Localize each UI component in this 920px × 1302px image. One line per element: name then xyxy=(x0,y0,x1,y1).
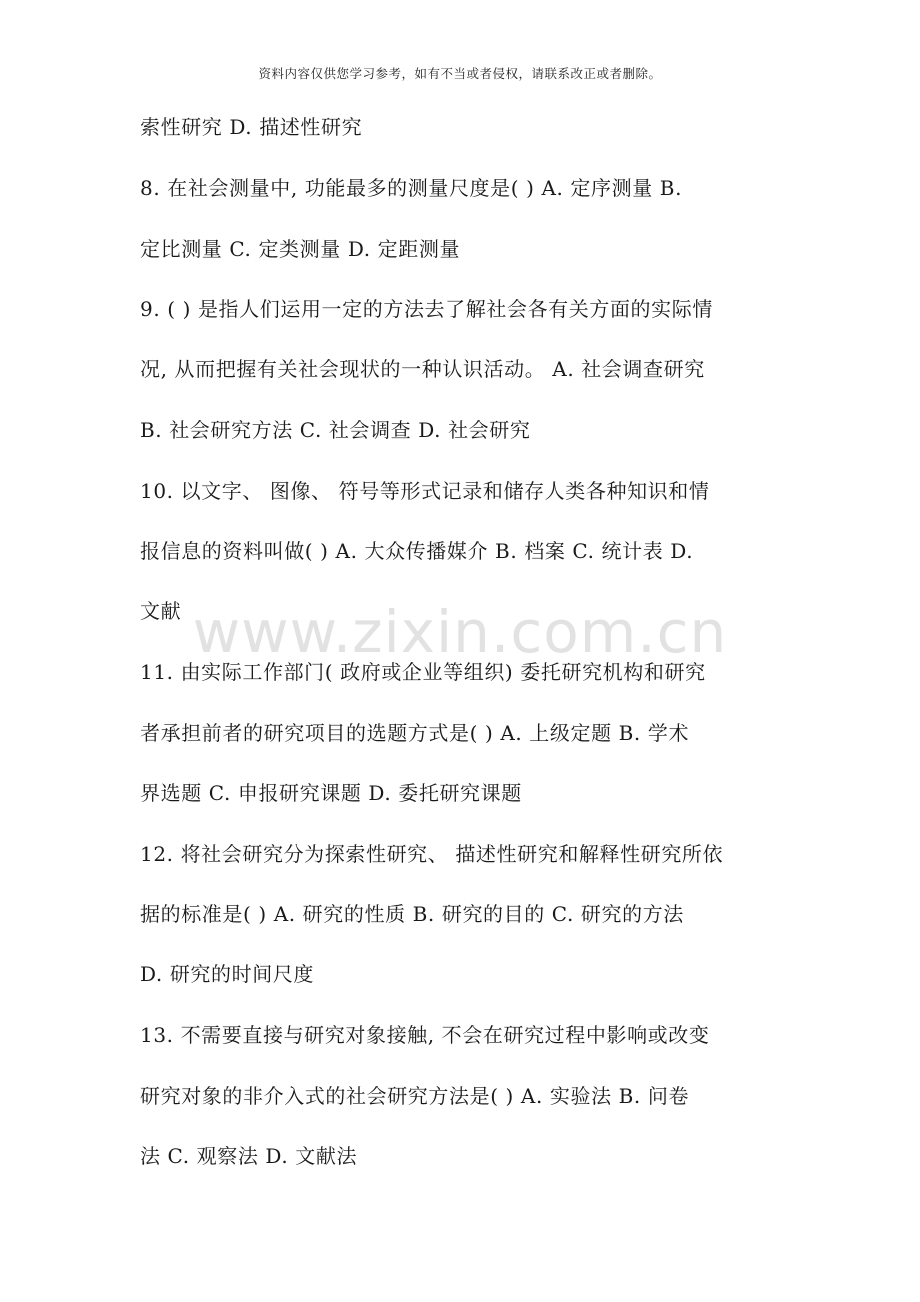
watermark: www.zixin.com.cn xyxy=(192,598,728,666)
question-8-line-1: 8. 在社会测量中, 功能最多的测量尺度是( ) A. 定序测量 B. xyxy=(140,176,683,200)
question-13-line-2: 研究对象的非介入式的社会研究方法是( ) A. 实验法 B. 问卷 xyxy=(140,1084,690,1108)
question-11-line-3: 界选题 C. 申报研究课题 D. 委托研究课题 xyxy=(140,781,522,805)
question-9-line-1: 9. ( ) 是指人们运用一定的方法去了解社会各有关方面的实际情 xyxy=(140,297,713,321)
question-12-line-3: D. 研究的时间尺度 xyxy=(140,962,315,986)
question-13-line-3: 法 C. 观察法 D. 文献法 xyxy=(140,1144,358,1168)
header-disclaimer: 资料内容仅供您学习参考，如有不当或者侵权，请联系改正或者删除。 xyxy=(258,66,662,81)
question-9-line-3: B. 社会研究方法 C. 社会调查 D. 社会研究 xyxy=(140,418,531,442)
question-10-line-1: 10. 以文字、 图像、 符号等形式记录和储存人类各种知识和情 xyxy=(140,479,710,503)
question-10-line-2: 报信息的资料叫做( ) A. 大众传播媒介 B. 档案 C. 统计表 D. xyxy=(140,539,694,563)
question-12-line-2: 据的标准是( ) A. 研究的性质 B. 研究的目的 C. 研究的方法 xyxy=(140,902,684,926)
question-11-line-2: 者承担前者的研究项目的选题方式是( ) A. 上级定题 B. 学术 xyxy=(140,721,690,745)
question-12-line-1: 12. 将社会研究分为探索性研究、 描述性研究和解释性研究所依 xyxy=(140,842,724,866)
question-10-line-3: 文献 xyxy=(140,599,182,623)
question-11-line-1: 11. 由实际工作部门( 政府或企业等组织) 委托研究机构和研究 xyxy=(140,660,706,684)
question-9-line-2: 况, 从而把握有关社会现状的一种认识活动。 A. 社会调查研究 xyxy=(140,357,705,381)
question-13-line-1: 13. 不需要直接与研究对象接触, 不会在研究过程中影响或改变 xyxy=(140,1023,710,1047)
question-8-line-2: 定比测量 C. 定类测量 D. 定距测量 xyxy=(140,237,461,261)
text-line: 索性研究 D. 描述性研究 xyxy=(140,115,363,139)
